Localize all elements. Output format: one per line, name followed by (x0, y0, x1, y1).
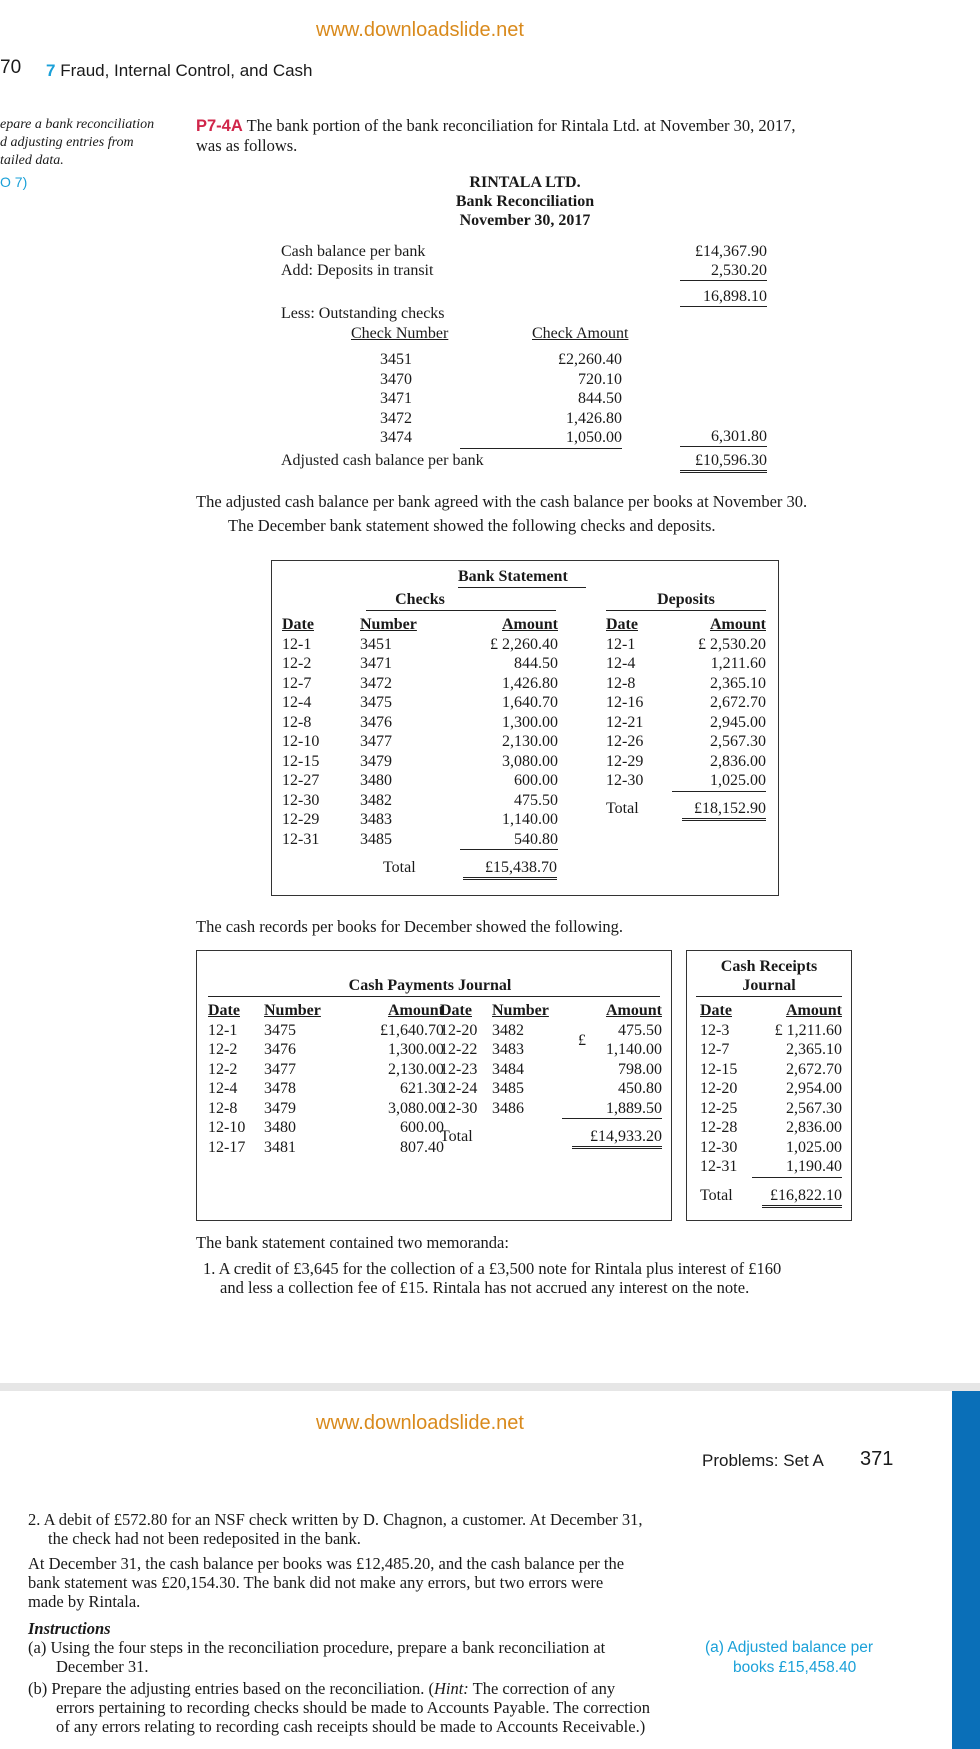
cash-receipt-row-date: 12-25 (700, 1099, 738, 1117)
cash-receipt-row (700, 1079, 842, 1099)
cash-payment-row-num: 3475 (264, 1021, 296, 1039)
bank-check-row (282, 732, 558, 752)
subtotal-value: 16,898.10 (680, 288, 767, 307)
cp-currency: £ (578, 1032, 586, 1049)
bank-check-row-date: 12-30 (282, 791, 320, 809)
bank-deposit-row-amt: 1,025.00 (710, 772, 766, 789)
bank-check-row (282, 635, 558, 655)
cash-receipt-row-date: 12-20 (700, 1080, 738, 1097)
bank-check-row-amt: 3,080.00 (502, 752, 558, 770)
answer-note: (a) Adjusted balance per books £15,458.40 (705, 1639, 874, 1676)
bank-check-row-num: 3477 (360, 733, 392, 750)
cash-payment-row-date: 12-10 (208, 1119, 246, 1136)
cash-payment-row-date: 12-22 (440, 1041, 478, 1058)
bank-deposit-row-amt: 2,365.10 (710, 674, 766, 692)
cash-receipt-row-date: 12-3 (700, 1021, 730, 1039)
cash-payment-row-num: 3479 (264, 1099, 296, 1117)
deposits-header: Deposits (657, 591, 715, 608)
cash-receipt-row-date: 12-7 (700, 1041, 730, 1058)
bank-deposit-row-date: 12-8 (606, 674, 636, 692)
cash-payment-row-num: 3485 (492, 1080, 524, 1097)
bank-check-row-date: 12-8 (282, 713, 312, 731)
instruction-a1: (a) Using the four steps in the reconciliation procedure, prepare a bank reconciliation at (28, 1638, 606, 1657)
bank-deposit-row-amt: 2,672.70 (710, 694, 766, 711)
bank-deposit-row-amt: 1,211.60 (710, 655, 766, 672)
cash-payment-row-num: 3483 (492, 1041, 524, 1058)
bank-check-row (282, 791, 558, 811)
cash-payment-row (208, 1060, 444, 1080)
cash-payment-row-amt: £1,640.70 (380, 1021, 444, 1039)
cash-balance-label: Cash balance per bank (281, 243, 426, 260)
cash-payment-row (208, 1021, 444, 1041)
bank-check-row-num: 3475 (360, 694, 392, 711)
cash-balance-value: £14,367.90 (695, 243, 767, 260)
bank-checks-total-label: Total (383, 859, 416, 876)
bank-check-row (282, 810, 558, 830)
bank-check-row (282, 654, 558, 674)
instruction-a2: December 31. (56, 1657, 149, 1676)
cash-payment-row-num: 3484 (492, 1060, 524, 1078)
outstanding-check-row-num: 3471 (380, 390, 412, 407)
bank-check-row-date: 12-4 (282, 694, 312, 711)
problem-id: P7-4A (196, 117, 243, 135)
cp-total: £14,933.20 (572, 1128, 662, 1149)
outstanding-check-row-amt: 1,050.00 (566, 429, 622, 446)
bank-check-row-num: 3472 (360, 674, 392, 692)
check-number-header: Check Number (351, 325, 449, 342)
cash-payment-row-num: 3482 (492, 1021, 524, 1039)
cr-total: £16,822.10 (762, 1187, 842, 1208)
bank-check-row-date: 12-31 (282, 830, 320, 848)
checks-header: Checks (395, 591, 445, 608)
cash-payment-row-date: 12-20 (440, 1021, 478, 1039)
col-amount: Amount (501, 616, 558, 633)
cash-receipt-row-date: 12-31 (700, 1158, 738, 1176)
cash-receipt-row (700, 1118, 842, 1138)
cash-payment-row-date: 12-1 (208, 1021, 238, 1039)
sidebar-tab (952, 1391, 980, 1749)
cash-payment-row (208, 1099, 444, 1119)
problem-statement: P7-4A The bank portion of the bank reconciliation for Rintala Ltd. at November 30, 2017, (196, 116, 796, 135)
cash-receipt-row-amt: 2,954.00 (786, 1080, 842, 1097)
bank-check-row-date: 12-2 (282, 655, 312, 672)
balances-paragraph: At December 31, the cash balance per books was £12,485.20, and the cash balance per the bank statement was £20,154.30. The bank did not make any errors, but two errors were made by Rintala. (28, 1554, 625, 1611)
bank-check-row-date: 12-10 (282, 733, 320, 750)
memo-intro: The bank statement contained two memoranda: (196, 1233, 509, 1252)
cash-payment-row-amt: 600.00 (400, 1119, 444, 1136)
cp2-col-date: Date (440, 1002, 472, 1019)
instruction-b1: (b) Prepare the adjusting entries based on the reconciliation. (Hint: The correction of any (28, 1679, 616, 1698)
cash-payment-row-date: 12-30 (440, 1099, 478, 1117)
bank-check-row-num: 3485 (360, 830, 392, 848)
cash-payment-row-date: 12-2 (208, 1060, 238, 1078)
bank-check-row (282, 713, 558, 733)
cash-payments-title: Cash Payments Journal (348, 977, 512, 994)
memo-2a: 2. A debit of £572.80 for an NSF check written by D. Chagnon, a customer. At December 31, (28, 1510, 643, 1529)
bank-deposit-row (606, 654, 766, 674)
cash-receipt-row-amt: 2,672.70 (786, 1060, 842, 1078)
bank-check-row-amt: 475.50 (514, 791, 558, 809)
bank-deposit-row-amt: 2,836.00 (710, 752, 766, 770)
bank-deposits-total: £18,152.90 (682, 800, 766, 821)
bank-deposit-row (606, 752, 766, 772)
cash-payment-row-date: 12-4 (208, 1080, 238, 1097)
outstanding-checks-table (380, 350, 622, 449)
cash-receipt-row-amt: 2,567.30 (786, 1099, 842, 1117)
outstanding-check-row-num: 3472 (380, 409, 412, 427)
bank-check-row-amt: 844.50 (514, 655, 558, 672)
bank-check-row-amt: 1,640.70 (502, 694, 558, 711)
cash-payment-row-amt: 1,140.00 (606, 1041, 662, 1058)
outstanding-check-row (380, 389, 622, 409)
cash-receipt-row-amt: 2,836.00 (786, 1119, 842, 1136)
outstanding-check-row-num: 3451 (380, 351, 412, 368)
cash-receipt-row (700, 1021, 842, 1041)
chapter-number: 7 (46, 61, 56, 80)
bank-deposit-row-date: 12-16 (606, 694, 644, 711)
page2-url: www.downloadslide.net (316, 1412, 524, 1434)
bank-deposit-row (606, 713, 766, 733)
outstanding-check-row-num: 3470 (380, 370, 412, 388)
cash-payment-row (208, 1118, 444, 1138)
cash-payment-row (208, 1138, 444, 1158)
check-amount-header: Check Amount (532, 325, 629, 342)
cash-payments-left (208, 1001, 444, 1157)
bank-deposit-row (606, 693, 766, 713)
cash-receipt-row (700, 1138, 842, 1158)
bank-check-row-amt: 540.80 (514, 830, 558, 848)
cp2-col-number: Number (492, 1002, 549, 1019)
outstanding-total: 6,301.80 (680, 428, 767, 447)
memo-1a: 1. A credit of £3,645 for the collection of a £3,500 note for Rintala plus interest of £160 (203, 1259, 782, 1278)
para-december: The December bank statement showed the following checks and deposits. (228, 516, 716, 535)
bank-check-row (282, 693, 558, 713)
cash-payment-row-amt: 1,889.50 (606, 1099, 662, 1117)
memo-1b: and less a collection fee of £15. Rintala has not accrued any interest on the note. (220, 1278, 750, 1297)
outstanding-check-row-amt: £2,260.40 (558, 351, 622, 368)
cash-receipt-row (700, 1157, 842, 1177)
deposits-value: 2,530.20 (680, 262, 767, 281)
cash-payment-row-num: 3477 (264, 1060, 296, 1078)
bank-deposits-total-label: Total (606, 800, 639, 817)
page1-number: 70 (0, 57, 22, 78)
cp-col-date: Date (208, 1002, 240, 1019)
deposits-label: Add: Deposits in transit (281, 262, 434, 279)
bank-deposits-table (606, 615, 766, 792)
cash-payment-row (440, 1079, 662, 1099)
outstanding-check-row-amt: 844.50 (578, 390, 622, 407)
recon-heading: RINTALA LTD. Bank Reconciliation November 30, 2017 (455, 174, 595, 229)
cash-payment-row-date: 12-8 (208, 1099, 238, 1117)
bank-deposit-row-amt: 2,945.00 (710, 713, 766, 731)
instruction-b3: of any errors relating to recording cash receipts should be made to Accounts Receivable.) (56, 1717, 646, 1736)
dep-col-date: Date (606, 616, 638, 633)
cash-receipt-row-date: 12-28 (700, 1119, 738, 1136)
bank-deposit-row-amt: £ 2,530.20 (698, 635, 766, 653)
hint-label: Hint: (433, 1679, 469, 1698)
cash-payment-row-num: 3486 (492, 1099, 524, 1117)
cash-payment-row-num: 3478 (264, 1080, 296, 1097)
bank-check-row-amt: 1,300.00 (502, 713, 558, 731)
bank-check-row-num: 3479 (360, 752, 392, 770)
bank-check-row-date: 12-15 (282, 752, 320, 770)
cr-col-amount: Amount (785, 1002, 842, 1019)
outstanding-check-row (380, 370, 622, 390)
adjusted-label: Adjusted cash balance per bank (281, 452, 484, 469)
bank-deposit-row-date: 12-30 (606, 772, 644, 790)
instructions-heading: Instructions (28, 1619, 111, 1638)
chapter-title (46, 61, 313, 81)
learning-objective: O 7) (0, 174, 28, 190)
bank-check-row (282, 752, 558, 772)
bank-check-row-amt: 2,130.00 (502, 733, 558, 750)
cash-payments-right (440, 1001, 662, 1119)
bank-checks-total: £15,438.70 (463, 859, 557, 880)
cash-payment-row-amt: 798.00 (618, 1060, 662, 1078)
cash-payment-row (440, 1099, 662, 1119)
outstanding-check-row (380, 409, 622, 429)
bank-check-row-amt: £ 2,260.40 (490, 635, 558, 653)
bank-check-row-num: 3480 (360, 772, 392, 789)
cp-total-label: Total (440, 1128, 473, 1145)
bank-checks-table (282, 615, 558, 850)
page-divider (0, 1383, 980, 1391)
outstanding-check-row-num: 3474 (380, 429, 412, 447)
bank-check-row-num: 3451 (360, 635, 392, 653)
cash-receipt-row (700, 1040, 842, 1060)
col-number: Number (360, 616, 417, 633)
cash-receipt-row-amt: 1,190.40 (786, 1158, 842, 1175)
margin-note: epare a bank reconciliation d adjusting entries from tailed data. (0, 117, 155, 168)
bank-check-row-amt: 600.00 (514, 772, 558, 789)
cash-payment-row-date: 12-2 (208, 1041, 238, 1058)
cash-payment-row (440, 1021, 662, 1041)
bank-check-row (282, 771, 558, 791)
cash-payment-row-date: 12-23 (440, 1060, 478, 1078)
dep-col-amount: Amount (709, 616, 766, 633)
bank-check-row-num: 3471 (360, 655, 392, 672)
bank-deposit-row-date: 12-29 (606, 752, 644, 770)
cash-payment-row-num: 3481 (264, 1138, 296, 1156)
page1-url: www.downloadslide.net (316, 19, 524, 41)
adjusted-value: £10,596.30 (680, 452, 767, 473)
cr-total-label: Total (700, 1187, 733, 1204)
page2-number: 371 (860, 1448, 894, 1470)
bank-check-row-num: 3483 (360, 811, 392, 828)
cash-receipts-title: Cash Receipts Journal (720, 958, 818, 994)
bank-check-row-date: 12-7 (282, 674, 312, 692)
bank-check-row-num: 3482 (360, 791, 392, 809)
cash-payment-row-amt: 450.80 (618, 1080, 662, 1097)
instruction-b2: errors pertaining to recording checks should be made to Accounts Payable. The correction (56, 1698, 650, 1717)
running-head: Problems: Set A (702, 1451, 824, 1470)
bank-check-row (282, 674, 558, 694)
outstanding-check-row (380, 428, 622, 448)
problem-statement-2: was as follows. (196, 136, 298, 155)
cash-payment-row-amt: 3,080.00 (388, 1099, 444, 1117)
cp-col-amount: Amount (387, 1002, 444, 1019)
bank-deposit-row-date: 12-21 (606, 713, 644, 731)
memo-2b: the check had not been redeposited in the bank. (48, 1529, 361, 1548)
cash-payment-row-num: 3480 (264, 1119, 296, 1136)
cash-payment-row-amt: 807.40 (400, 1138, 444, 1156)
cash-receipts-table (700, 1001, 842, 1178)
cr-col-date: Date (700, 1002, 732, 1019)
less-label: Less: Outstanding checks (281, 305, 445, 322)
bank-deposit-row (606, 674, 766, 694)
cash-payment-row-date: 12-24 (440, 1080, 478, 1097)
bank-check-row-amt: 1,140.00 (502, 811, 558, 828)
cash-receipt-row-date: 12-30 (700, 1138, 738, 1156)
chapter-name: Fraud, Internal Control, and Cash (60, 61, 313, 80)
bank-deposit-row-date: 12-1 (606, 635, 636, 653)
cash-payment-row-amt: 2,130.00 (388, 1060, 444, 1078)
bank-check-row-amt: 1,426.80 (502, 674, 558, 692)
para-adjusted: The adjusted cash balance per bank agreed with the cash balance per books at November 30. (196, 492, 808, 511)
cash-payment-row (440, 1040, 662, 1060)
cash-payment-row-num: 3476 (264, 1041, 296, 1058)
cash-payment-row (440, 1060, 662, 1080)
para-cash-records: The cash records per books for December showed the following. (196, 917, 624, 936)
cash-payment-row-amt: 621.30 (400, 1080, 444, 1097)
cash-payment-row (208, 1040, 444, 1060)
bank-deposit-row (606, 732, 766, 752)
outstanding-check-row (380, 350, 622, 370)
cp-col-number: Number (264, 1002, 321, 1019)
cash-payment-row-date: 12-17 (208, 1138, 246, 1156)
bank-deposit-row (606, 771, 766, 791)
bank-statement-title: Bank Statement (458, 568, 568, 585)
cash-receipt-row-amt: 1,025.00 (786, 1138, 842, 1156)
cash-payment-row-amt: 1,300.00 (388, 1041, 444, 1058)
outstanding-check-row-amt: 720.10 (578, 370, 622, 388)
bank-deposit-row (606, 635, 766, 655)
bank-check-row (282, 830, 558, 850)
outstanding-check-row-amt: 1,426.80 (566, 409, 622, 427)
bank-check-row-date: 12-27 (282, 772, 320, 789)
cash-receipt-row (700, 1099, 842, 1119)
cash-payment-row (208, 1079, 444, 1099)
bank-deposit-row-date: 12-26 (606, 733, 644, 750)
bank-check-row-date: 12-29 (282, 811, 320, 828)
bank-deposit-row-amt: 2,567.30 (710, 733, 766, 750)
cash-payment-row-amt: 475.50 (618, 1021, 662, 1039)
bank-check-row-date: 12-1 (282, 635, 312, 653)
cash-receipt-row-amt: £ 1,211.60 (774, 1021, 842, 1039)
cash-receipt-row-amt: 2,365.10 (786, 1041, 842, 1058)
cash-receipt-row-date: 12-15 (700, 1060, 738, 1078)
cash-receipt-row (700, 1060, 842, 1080)
bank-deposit-row-date: 12-4 (606, 655, 636, 672)
bank-check-row-num: 3476 (360, 713, 392, 731)
col-date: Date (282, 616, 314, 633)
cp2-col-amount: Amount (605, 1002, 662, 1019)
